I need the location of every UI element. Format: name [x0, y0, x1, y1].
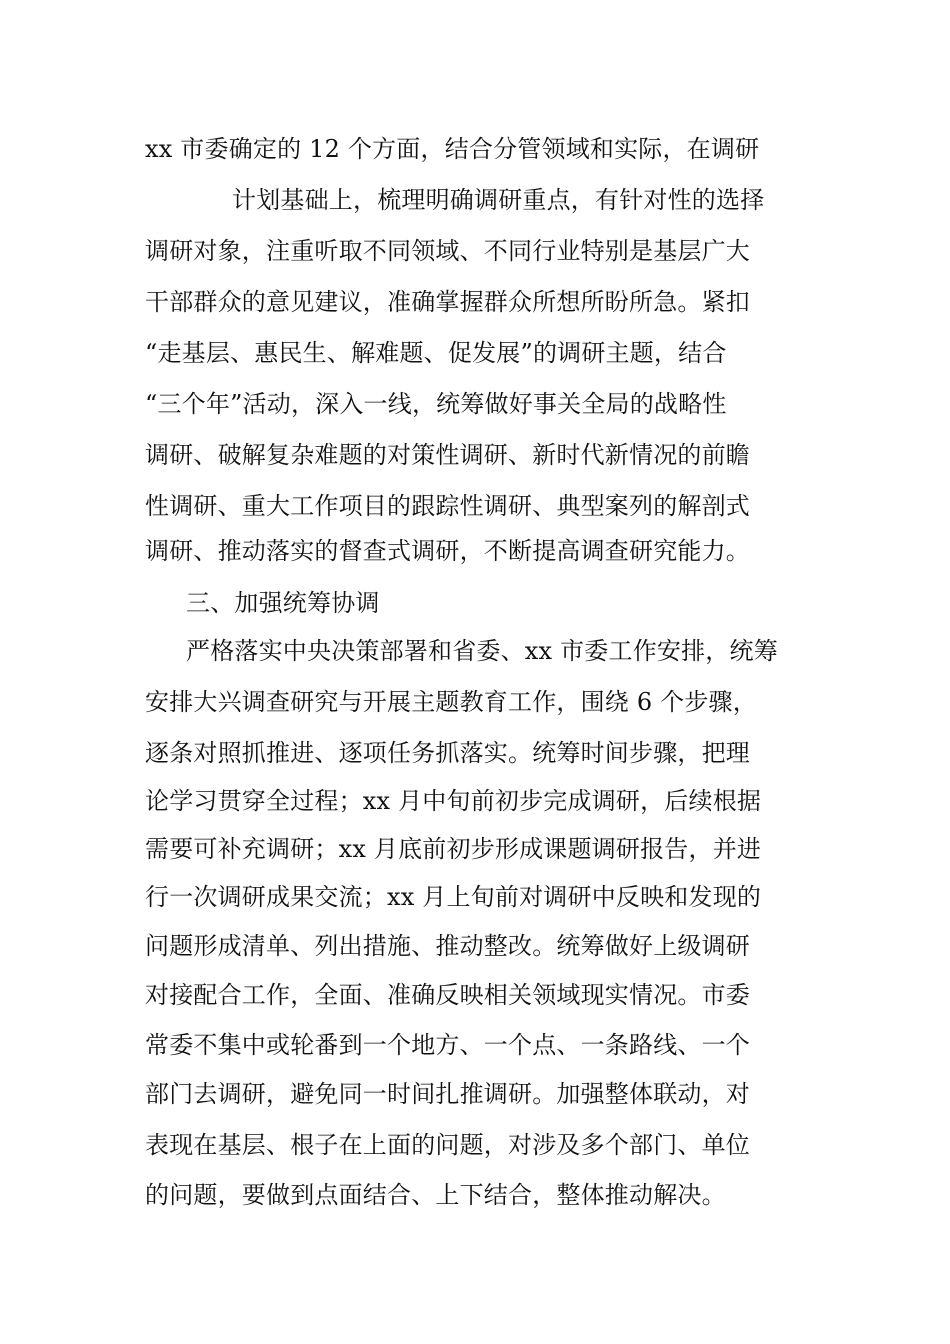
text-line: 对接配合工作，全面、准确反映相关领域现实情况。市委 — [145, 981, 750, 1009]
text-line: 调研、破解复杂难题的对策性调研、新时代新情况的前瞻 — [145, 441, 750, 469]
text-line: 逐条对照抓推进、逐项任务抓落实。统筹时间步骤，把理 — [145, 739, 750, 767]
text-line: 需要可补充调研；xx 月底前初步形成课题调研报告，并进 — [145, 835, 762, 863]
text-line: “三个年”活动，深入一线，统筹做好事关全局的战略性 — [145, 390, 727, 418]
text-line: 调研对象，注重听取不同领域、不同行业特别是基层广大 — [145, 237, 750, 265]
text-line: 的问题，要做到点面结合、上下结合，整体推动解决。 — [145, 1181, 726, 1209]
text-line: 表现在基层、根子在上面的问题，对涉及多个部门、单位 — [145, 1131, 750, 1159]
text-line: 论学习贯穿全过程；xx 月中旬前初步完成调研，后续根据 — [145, 787, 762, 815]
text-line: 计划基础上，梳理明确调研重点，有针对性的选择 — [232, 186, 765, 214]
text-line: 调研、推动落实的督查式调研，不断提高调查研究能力。 — [145, 537, 750, 565]
text-line: 常委不集中或轮番到一个地方、一个点、一条路线、一个 — [145, 1031, 750, 1059]
text-line: “走基层、惠民生、解难题、促发展”的调研主题，结合 — [145, 339, 727, 367]
text-line: 严格落实中央决策部署和省委、xx 市委工作安排，统筹 — [186, 637, 778, 665]
text-line: xx 市委确定的 12 个方面，结合分管领域和实际，在调研 — [145, 135, 760, 163]
text-line: 干部群众的意见建议，准确掌握群众所想所盼所急。紧扣 — [145, 288, 750, 316]
section-heading: 三、加强统筹协调 — [186, 589, 380, 617]
text-line: 部门去调研，避免同一时间扎推调研。加强整体联动，对 — [145, 1080, 750, 1108]
text-line: 安排大兴调查研究与开展主题教育工作，围绕 6 个步骤， — [145, 688, 757, 716]
text-line: 性调研、重大工作项目的跟踪性调研、典型案列的解剖式 — [145, 492, 750, 520]
text-line: 问题形成清单、列出措施、推动整改。统筹做好上级调研 — [145, 932, 750, 960]
text-line: 行一次调研成果交流；xx 月上旬前对调研中反映和发现的 — [145, 883, 762, 911]
